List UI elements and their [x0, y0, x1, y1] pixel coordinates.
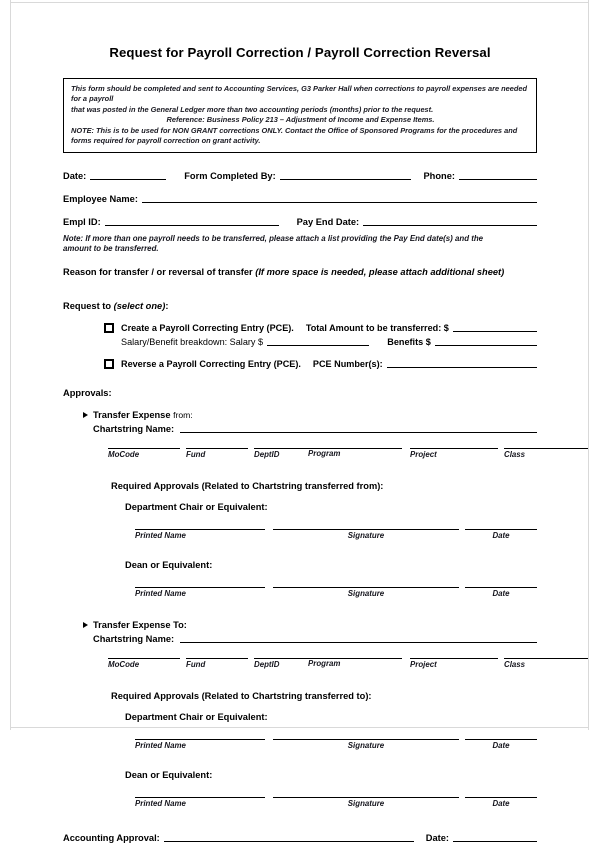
triangle-bullet-icon [83, 412, 88, 418]
chartstring-col-project-from [410, 448, 498, 468]
sig-date-dean-to [465, 797, 537, 817]
sig-date-label-dept-chair-to: Date [492, 740, 510, 750]
empl-id-input[interactable] [105, 215, 279, 226]
sig-date-input-dean-to[interactable] [465, 797, 537, 798]
option-reverse-pce-body [121, 357, 537, 369]
reason-bold-text: Reason for transfer / or reversal of transfer [63, 266, 253, 277]
pce-number-input[interactable] [387, 357, 537, 368]
accounting-approval-input[interactable] [164, 831, 414, 842]
form-content [63, 0, 537, 843]
create-pce-line-2 [121, 335, 537, 347]
transfer-from-heading-light: from: [173, 409, 193, 420]
approvals-heading: Approvals: [63, 387, 112, 398]
instruction-note-line: NOTE: This is to be used for NON GRANT corrections ONLY. Contact the Office of Sponsored Programs for the procedures and [71, 125, 518, 135]
pay-end-date-input[interactable] [363, 215, 537, 226]
chartstring-mocode-label-from: MoCode [108, 449, 140, 459]
sig-date-input-dept-chair-to[interactable] [465, 739, 537, 740]
sig-printed-name-input-dean-to[interactable] [135, 797, 265, 798]
accounting-date-label: Date: [425, 832, 449, 843]
empl-id-row [63, 215, 537, 227]
pay-end-date-label: Pay End Date: [296, 216, 360, 227]
request-to-italic-text: (select one) [113, 300, 166, 311]
sig-signature-input-dean-to[interactable] [273, 797, 459, 798]
sig-printed-name-dept-chair-to [135, 739, 265, 759]
total-amount-input[interactable] [453, 321, 537, 332]
chartstring-class-input-to[interactable] [504, 658, 588, 659]
pce-number-label: PCE Number(s): [312, 358, 383, 369]
sig-printed-name-label-dept-chair-to: Printed Name [135, 740, 186, 750]
reason-italic-text: (If more space is needed, please attach additional sheet) [255, 266, 505, 277]
sig-printed-name-dept-chair-from [135, 529, 265, 549]
chartstring-col-mocode-to [108, 658, 180, 678]
transfer-note-line-1: Note: If more than one payroll needs to be transferred, please attach a list providing the Pay End date(s) and the [63, 233, 484, 243]
role-dept-chair-to: Department Chair or Equivalent: [125, 711, 268, 722]
instruction-line-1: This form should be completed and sent to Accounting Services, G3 Parker Hall when corrections to payroll expenses are needed for a payroll [71, 83, 528, 104]
transfer-note-line-2: amount to be transferred. [63, 244, 159, 254]
chartstring-name-input-from[interactable] [180, 422, 537, 433]
chartstring-col-class-from [504, 448, 588, 468]
chartstring-name-input-to[interactable] [180, 632, 537, 643]
accounting-approval-label: Accounting Approval: [63, 832, 160, 843]
role-dean-from: Dean or Equivalent: [125, 559, 213, 570]
sig-date-input-dean-from[interactable] [465, 587, 537, 588]
chartstring-deptid-label-from: DeptID [254, 449, 280, 459]
chartstring-name-row-to [83, 632, 537, 644]
phone-label: Phone: [423, 170, 455, 181]
sig-signature-label-dean-to: Signature [347, 798, 385, 808]
transfer-from-heading-bold: Transfer Expense [93, 409, 171, 420]
sig-date-label-dept-chair-from: Date [492, 530, 510, 540]
signature-strip-dept-chair-from [135, 529, 537, 549]
sig-date-dept-chair-from [465, 529, 537, 549]
reverse-pce-label: Reverse a Payroll Correcting Entry (PCE). [121, 358, 301, 369]
employee-name-row [63, 192, 537, 204]
transfer-to-heading-bold: Transfer Expense To: [93, 619, 187, 630]
chartstring-name-row-from [83, 422, 537, 434]
chartstring-mocode-input-to[interactable] [108, 658, 180, 659]
option-reverse-pce[interactable] [63, 357, 537, 369]
chartstring-name-label-to: Chartstring Name: [93, 633, 175, 644]
accounting-approval-row [63, 831, 537, 843]
option-create-pce-body [121, 321, 537, 347]
sig-printed-name-input-dept-chair-from[interactable] [135, 529, 265, 530]
triangle-bullet-icon [83, 622, 88, 628]
total-amount-label: Total Amount to be transferred: $ [305, 322, 449, 333]
sig-signature-label-dept-chair-from: Signature [347, 530, 385, 540]
sig-date-dept-chair-to [465, 739, 537, 759]
transfer-to-heading [83, 620, 537, 630]
chartstring-class-label-to: Class [504, 659, 526, 669]
transfer-note [63, 234, 537, 255]
salary-breakdown-label: Salary/Benefit breakdown: Salary $ [121, 336, 264, 347]
create-pce-line-1 [121, 321, 537, 333]
sig-printed-name-label-dean-to: Printed Name [135, 798, 186, 808]
sig-signature-label-dept-chair-to: Signature [347, 740, 385, 750]
chartstring-mocode-input-from[interactable] [108, 448, 180, 449]
role-dept-chair-from: Department Chair or Equivalent: [125, 501, 268, 512]
required-approvals-to: Required Approvals (Related to Chartstring transferred to): [111, 690, 372, 701]
employee-name-label: Employee Name: [63, 193, 138, 204]
chartstring-col-fund-from [186, 448, 248, 468]
chartstring-col-mocode-from [108, 448, 180, 468]
chartstring-deptid-label-to: DeptID [254, 659, 280, 669]
chartstring-class-input-from[interactable] [504, 448, 588, 449]
sig-date-input-dept-chair-from[interactable] [465, 529, 537, 530]
accounting-date-input[interactable] [453, 831, 537, 842]
transfer-from-heading [83, 410, 537, 420]
chartstring-class-label-from: Class [504, 449, 526, 459]
chartstring-project-label-to: Project [410, 659, 437, 669]
sig-printed-name-input-dept-chair-to[interactable] [135, 739, 265, 740]
sig-printed-name-dean-to [135, 797, 265, 817]
benefits-amount-input[interactable] [435, 335, 537, 346]
option-create-pce[interactable] [63, 321, 537, 347]
page-title: Request for Payroll Correction / Payroll Correction Reversal [109, 45, 491, 60]
chartstring-name-label-from: Chartstring Name: [93, 423, 175, 434]
sig-printed-name-label-dean-from: Printed Name [135, 588, 186, 598]
sig-signature-dept-chair-to [273, 739, 459, 759]
sig-signature-dean-from [273, 587, 459, 607]
instruction-line-5: forms required for payroll correction on grant activity. [71, 136, 261, 146]
date-label: Date: [63, 170, 87, 181]
instruction-box [63, 78, 537, 153]
form-completed-by-label: Form Completed By: [184, 170, 276, 181]
chartstring-project-input-to[interactable] [410, 658, 498, 659]
benefits-label: Benefits $ [387, 336, 431, 347]
signature-strip-dean-to [135, 797, 537, 817]
sig-signature-dept-chair-from [273, 529, 459, 549]
reason-for-transfer-heading [63, 267, 537, 277]
sig-signature-label-dean-from: Signature [347, 588, 385, 598]
chartstring-project-input-from[interactable] [410, 448, 498, 449]
instruction-line-2: that was posted in the General Ledger more than two accounting periods (months) prior to the request. [71, 104, 434, 114]
sig-signature-input-dept-chair-to[interactable] [273, 739, 459, 740]
checkbox-create-pce[interactable] [104, 323, 114, 333]
chartstring-fund-label-from: Fund [186, 449, 206, 459]
chartstring-fund-input-to[interactable] [186, 658, 248, 659]
sig-printed-name-dean-from [135, 587, 265, 607]
signature-strip-dept-chair-to [135, 739, 537, 759]
sig-printed-name-label-dept-chair-from: Printed Name [135, 530, 186, 540]
sig-date-dean-from [465, 587, 537, 607]
chartstring-fund-input-from[interactable] [186, 448, 248, 449]
instruction-reference-line: Reference: Business Policy 213 – Adjustment of Income and Expense Items. [166, 115, 435, 125]
chartstring-col-fund-to [186, 658, 248, 678]
date-input[interactable] [90, 169, 166, 180]
chartstring-columns-to: MoCode Fund DeptID Program Project Class [108, 658, 508, 678]
request-to-heading [63, 301, 537, 311]
request-to-colon: : [165, 300, 169, 311]
date-row [63, 169, 537, 181]
transfer-expense-from-section [63, 410, 537, 434]
sig-date-label-dean-to: Date [492, 798, 510, 808]
form-completed-by-input[interactable] [280, 169, 412, 180]
sig-signature-dean-to [273, 797, 459, 817]
phone-input[interactable] [459, 169, 537, 180]
checkbox-reverse-pce[interactable] [104, 359, 114, 369]
sig-date-label-dean-from: Date [492, 588, 510, 598]
sig-signature-input-dept-chair-from[interactable] [273, 529, 459, 530]
sig-signature-input-dean-from[interactable] [273, 587, 459, 588]
empl-id-label: Empl ID: [63, 216, 101, 227]
signature-strip-dean-from [135, 587, 537, 607]
chartstring-project-label-from: Project [410, 449, 437, 459]
role-dean-to: Dean or Equivalent: [125, 769, 213, 780]
required-approvals-from: Required Approvals (Related to Chartstring transferred from): [111, 480, 384, 491]
chartstring-columns-from: MoCode Fund DeptID Program Project Class [108, 448, 508, 468]
page-border-left [10, 0, 11, 730]
chartstring-mocode-label-to: MoCode [108, 659, 140, 669]
create-pce-label: Create a Payroll Correcting Entry (PCE). [121, 322, 294, 333]
chartstring-col-project-to [410, 658, 498, 678]
salary-amount-input[interactable] [267, 335, 369, 346]
request-to-bold-text: Request to [63, 300, 112, 311]
chartstring-fund-label-to: Fund [186, 659, 206, 669]
sig-printed-name-input-dean-from[interactable] [135, 587, 265, 588]
reverse-pce-line-1 [121, 357, 537, 369]
chartstring-col-class-to [504, 658, 588, 678]
page-border-right [588, 0, 589, 730]
employee-name-input[interactable] [142, 192, 537, 203]
transfer-expense-to-section [63, 620, 537, 644]
